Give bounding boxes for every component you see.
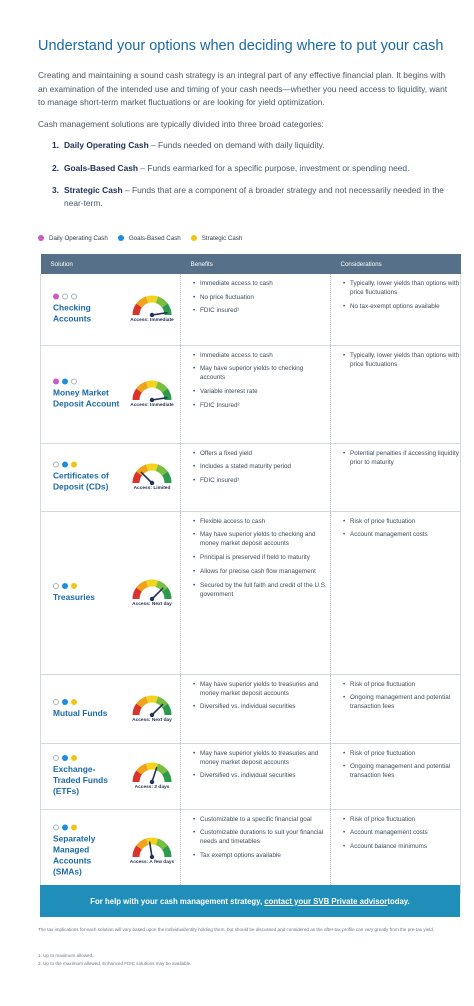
cta-banner (40, 885, 460, 917)
bullet-item: • FDIC insured¹ (193, 306, 330, 315)
category-dot-icon (62, 294, 68, 300)
category-dot-icon (53, 583, 59, 589)
table-row (41, 511, 461, 674)
legend-item-daily (38, 235, 108, 242)
access-gauge (127, 695, 177, 723)
bullet-item: • Immediate access to cash (193, 351, 330, 360)
bullet-item: • Principal is preserved if held to maturity (193, 553, 330, 562)
category-dot-icon (71, 755, 77, 761)
category-item (52, 139, 462, 152)
bullet-item: • Immediate access to cash (193, 279, 330, 288)
bullet-item: • May have superior yields to treasuries and money market deposit accounts (193, 680, 330, 698)
solution-name: Mutual Funds (53, 707, 108, 718)
footnote-1: 1. Up to maximum allowed. (38, 953, 94, 958)
gauge-icon (127, 463, 177, 485)
cta-suffix: today. (387, 896, 410, 906)
category-dot-icon (53, 462, 59, 468)
solution-cell (41, 743, 181, 809)
legend-dot-icon (38, 235, 44, 241)
access-gauge (127, 837, 177, 865)
category-dots (53, 699, 121, 705)
bullet-item: • Secured by the full faith and credit of the U.S. government (193, 581, 330, 599)
category-term: Strategic Cash (64, 185, 123, 195)
considerations-cell (331, 674, 461, 743)
categories-lead: Cash management solutions are typically divided into three broad categories: (38, 119, 324, 129)
category-number: 1. (52, 140, 59, 150)
access-label: Access: 2 days (134, 785, 170, 790)
category-dot-icon (71, 699, 77, 705)
solution-name: Money Market Deposit Account (53, 387, 120, 409)
solution-cell (41, 809, 181, 893)
bullet-item: • Account balance minimums (343, 842, 460, 851)
category-item (52, 184, 462, 209)
benefits-cell (181, 274, 331, 345)
table-row (41, 345, 461, 443)
table-row (41, 809, 461, 893)
access-gauge (127, 295, 177, 323)
gauge-icon (127, 295, 177, 317)
considerations-cell (331, 443, 461, 511)
bullet-item: • Ongoing management and potential transaction fees (343, 762, 460, 780)
legend-label: Strategic Cash (201, 234, 243, 242)
solution-cell (41, 443, 181, 511)
solution-name: Separately Managed Accounts (SMAs) (53, 833, 96, 877)
access-label: Access: A few days (129, 860, 175, 865)
bullet-item: • Risk of price fluctuation (343, 517, 460, 526)
category-dots (53, 379, 121, 385)
category-dot-icon (53, 379, 59, 385)
bullet-item: • Account management costs (343, 828, 460, 837)
categories-list (52, 139, 462, 219)
access-label: Access: Immediate (130, 403, 174, 408)
category-dot-icon (62, 379, 68, 385)
header-benefits: Benefits (181, 254, 331, 274)
bullet-item: • FDIC Insured² (193, 401, 330, 410)
access-label: Access: Limited (133, 486, 171, 491)
solution-name: Treasuries (53, 591, 95, 602)
access-label: Access: Next day (132, 717, 172, 723)
solution-cell (41, 674, 181, 743)
gauge-icon (127, 695, 177, 717)
category-desc: – Funds earmarked for a specific purpose, investment or spending need. (138, 162, 410, 173)
benefits-cell (181, 443, 331, 511)
category-dot-icon (71, 379, 77, 385)
category-dots (53, 294, 121, 300)
bullet-item: • Variable interest rate (193, 387, 330, 396)
solution-cell (41, 274, 181, 345)
category-dot-icon (53, 699, 59, 705)
category-dots (53, 462, 121, 468)
category-dot-icon (71, 294, 77, 300)
category-dot-icon (62, 462, 68, 468)
legend-item-strategic (191, 235, 243, 242)
considerations-cell (331, 274, 461, 345)
bullet-item: • No tax-exempt options available (343, 302, 460, 311)
header-considerations: Considerations (331, 254, 461, 274)
bullet-item: • May have superior yields to checking and money market deposit accounts (193, 530, 330, 548)
benefits-cell (181, 674, 331, 743)
bullet-item: • Typically, lower yields than options with price fluctuations (343, 351, 460, 369)
bullet-item: • May have superior yields to treasuries and money market deposit accounts (193, 749, 330, 767)
page-title: Understand your options when deciding where to put your cash (38, 38, 444, 54)
cta-prefix: For help with your cash management strategy, (90, 896, 263, 906)
access-gauge (127, 380, 177, 408)
considerations-cell (331, 511, 461, 674)
bullet-item: • Offers a fixed yield (193, 449, 330, 458)
category-dot-icon (53, 755, 59, 761)
bullet-item: • Account management costs (343, 530, 460, 539)
table-row (41, 274, 461, 345)
access-label: Access: Immediate (130, 318, 174, 323)
category-term: Goals-Based Cash (64, 162, 139, 173)
category-dot-icon (62, 583, 68, 589)
benefits-cell (181, 511, 331, 674)
category-dot-icon (62, 699, 68, 705)
solution-name: Checking Accounts (53, 302, 92, 324)
category-dots (53, 755, 121, 761)
table-row (41, 443, 461, 511)
gauge-icon (127, 762, 177, 784)
solutions-table (40, 254, 461, 894)
bullet-item: • Diversified vs. individual securities (193, 771, 330, 780)
benefits-cell (181, 809, 331, 893)
table-row (41, 674, 461, 743)
bullet-item: • Customizable to a specific financial goal (193, 815, 330, 824)
category-dot-icon (62, 755, 68, 761)
category-desc: – Funds needed on demand with daily liquidity. (148, 140, 325, 150)
bullet-item: • Allows for precise cash flow management (193, 567, 330, 576)
category-dots (53, 825, 121, 831)
considerations-cell (331, 743, 461, 809)
bullet-item: • Risk of price fluctuation (343, 680, 460, 689)
category-dot-icon (71, 462, 77, 468)
category-number: 2. (52, 162, 59, 173)
access-gauge (127, 762, 177, 790)
footnote-2: 2. Up to the maximum allowed. Enhanced FDIC solutions may be available. (38, 961, 192, 966)
solution-name: Certificates of Deposit (CDs) (53, 470, 109, 492)
bullet-item: • Risk of price fluctuation (343, 749, 460, 758)
header-solution: Solution (41, 254, 181, 274)
bullet-item: • No price fluctuation (193, 293, 330, 302)
category-dot-icon (62, 825, 68, 831)
category-dot-icon (71, 825, 77, 831)
bullet-item: • Ongoing management and potential transaction fees (343, 693, 460, 711)
fine-print: The tax implications for each solution will vary based upon the individual/entity holding them, but should be discussed and considered as the after-tax profile can vary greatly from the pre-tax yield. (38, 927, 435, 932)
considerations-cell (331, 809, 461, 893)
contact-advisor-link[interactable]: contact your SVB Private advisor (264, 896, 388, 906)
bullet-item: • May have superior yields to checking accounts (193, 364, 330, 382)
category-dot-icon (53, 294, 59, 300)
category-desc: – Funds that are a component of a broader strategy and not necessarily needed in the near-term. (64, 185, 444, 208)
category-dots (53, 583, 121, 589)
gauge-icon (127, 380, 177, 402)
legend-dot-icon (118, 235, 124, 241)
bullet-item: • Tax exempt options available (193, 851, 330, 860)
category-item (52, 162, 462, 175)
legend-item-goals (118, 235, 181, 242)
bullet-item: • Includes a stated maturity period (193, 462, 330, 471)
intro-paragraph: Creating and maintaining a sound cash strategy is an integral part of any effective financial plan. It begins with an examination of the intended use and timing of your cash needs—whether you need access to liquidity, want to manage short-term market fluctuations or are looking for yield optimization. (38, 70, 448, 107)
category-term: Daily Operating Cash (64, 140, 149, 150)
considerations-cell (331, 345, 461, 443)
access-gauge (127, 579, 177, 607)
category-dot-icon (71, 583, 77, 589)
bullet-item: • Flexible access to cash (193, 517, 330, 526)
category-number: 3. (52, 185, 59, 195)
solution-name: Exchange-Traded Funds (ETFs) (53, 764, 108, 796)
solution-cell (41, 345, 181, 443)
bullet-item: • FDIC insured¹ (193, 476, 330, 485)
legend (38, 232, 242, 244)
bullet-item: • Diversified vs. individual securities (193, 702, 330, 711)
gauge-icon (127, 579, 177, 601)
bullet-item: • Risk of price fluctuation (343, 815, 460, 824)
gauge-icon (127, 837, 177, 859)
benefits-cell (181, 743, 331, 809)
table-header-row (41, 254, 461, 274)
access-gauge (127, 463, 177, 491)
bullet-item: • Potential penalties if accessing liquidity prior to maturity (343, 449, 460, 467)
bullet-item: • Typically, lower yields than options with price fluctuations (343, 279, 460, 297)
table-row (41, 743, 461, 809)
legend-label: Daily Operating Cash (49, 234, 108, 242)
legend-dot-icon (191, 235, 197, 241)
benefits-cell (181, 345, 331, 443)
bullet-item: • Customizable durations to suit your financial needs and timetables (193, 828, 330, 846)
access-label: Access: Next day (132, 601, 172, 607)
solution-cell (41, 511, 181, 674)
category-dot-icon (53, 825, 59, 831)
legend-label: Goals-Based Cash (128, 234, 181, 242)
